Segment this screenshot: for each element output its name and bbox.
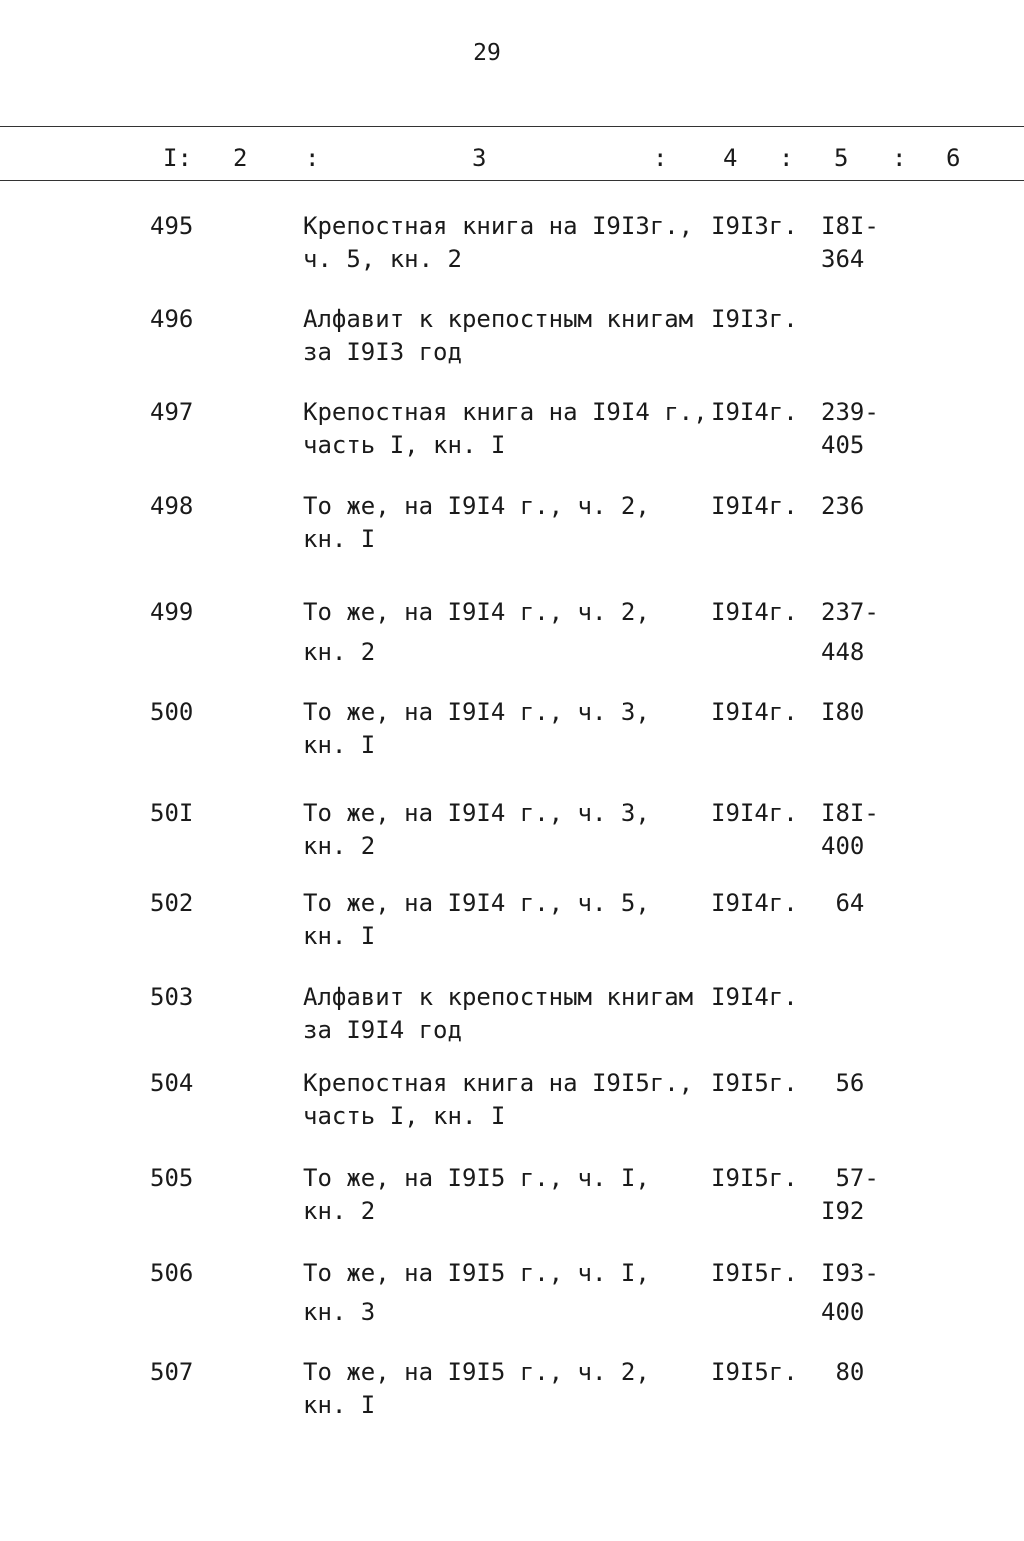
row-date: I9I4г. [711, 492, 798, 520]
header-col-2: 2 [233, 144, 248, 172]
header-separator-3: : [779, 144, 794, 172]
row-date: I9I4г. [711, 889, 798, 917]
row-title: Алфавит к крепостным книгам за I9I3 год [303, 305, 694, 366]
row-pages: 56 [821, 1069, 865, 1097]
row-title: То же, на I9I5 г., ч. I, кн. 3 [303, 1259, 650, 1326]
row-date: I9I5г. [711, 1164, 798, 1192]
row-number: 496 [150, 305, 194, 333]
row-pages: 239- 405 [821, 398, 879, 459]
row-title: Крепостная книга на I9I3г., ч. 5, кн. 2 [303, 212, 694, 273]
row-date: I9I5г. [711, 1069, 798, 1097]
row-date: I9I3г. [711, 305, 798, 333]
row-title: Крепостная книга на I9I4 г., часть I, кн. I [303, 398, 708, 459]
row-title: То же, на I9I4 г., ч. 2, кн. I [303, 492, 650, 553]
row-number: 498 [150, 492, 194, 520]
row-pages: I80 [821, 698, 865, 726]
row-number: 502 [150, 889, 194, 917]
row-date: I9I5г. [711, 1358, 798, 1386]
row-number: 507 [150, 1358, 194, 1386]
header-col-6: 6 [946, 144, 961, 172]
row-number: 506 [150, 1259, 194, 1287]
row-number: 50I [150, 799, 194, 827]
header-col-3: 3 [472, 144, 487, 172]
row-pages: I8I- 364 [821, 212, 879, 273]
row-title: То же, на I9I4 г., ч. 3, кн. I [303, 698, 650, 759]
row-pages: 237- 448 [821, 598, 879, 666]
header-col-1: I: [163, 144, 192, 172]
row-pages: 80 [821, 1358, 865, 1386]
row-pages: I93- 400 [821, 1259, 879, 1326]
header-separator-2: : [653, 144, 668, 172]
row-title: То же, на I9I5 г., ч. I, кн. 2 [303, 1164, 650, 1225]
header-separator-4: : [892, 144, 907, 172]
header-separator-1: : [305, 144, 320, 172]
row-number: 503 [150, 983, 194, 1011]
row-pages: 57- I92 [821, 1164, 879, 1225]
row-date: I9I4г. [711, 799, 798, 827]
row-title: Крепостная книга на I9I5г., часть I, кн. I [303, 1069, 694, 1130]
row-date: I9I4г. [711, 598, 798, 626]
row-title: То же, на I9I5 г., ч. 2, кн. I [303, 1358, 650, 1419]
row-title: Алфавит к крепостным книгам за I9I4 год [303, 983, 694, 1044]
row-date: I9I5г. [711, 1259, 798, 1287]
row-number: 504 [150, 1069, 194, 1097]
row-pages: 64 [821, 889, 865, 917]
row-title: То же, на I9I4 г., ч. 3, кн. 2 [303, 799, 650, 860]
page-number: 29 [473, 40, 501, 66]
row-title: То же, на I9I4 г., ч. 2, кн. 2 [303, 598, 650, 666]
header-col-5: 5 [834, 144, 849, 172]
table-top-rule [0, 126, 1024, 127]
row-title: То же, на I9I4 г., ч. 5, кн. I [303, 889, 650, 950]
row-pages: 236 [821, 492, 865, 520]
table-header-rule [0, 180, 1024, 181]
header-col-4: 4 [723, 144, 738, 172]
row-date: I9I4г. [711, 398, 798, 426]
row-date: I9I3г. [711, 212, 798, 240]
row-number: 499 [150, 598, 194, 626]
row-pages: I8I- 400 [821, 799, 879, 860]
row-number: 505 [150, 1164, 194, 1192]
row-number: 495 [150, 212, 194, 240]
row-date: I9I4г. [711, 698, 798, 726]
row-date: I9I4г. [711, 983, 798, 1011]
row-number: 500 [150, 698, 194, 726]
row-number: 497 [150, 398, 194, 426]
